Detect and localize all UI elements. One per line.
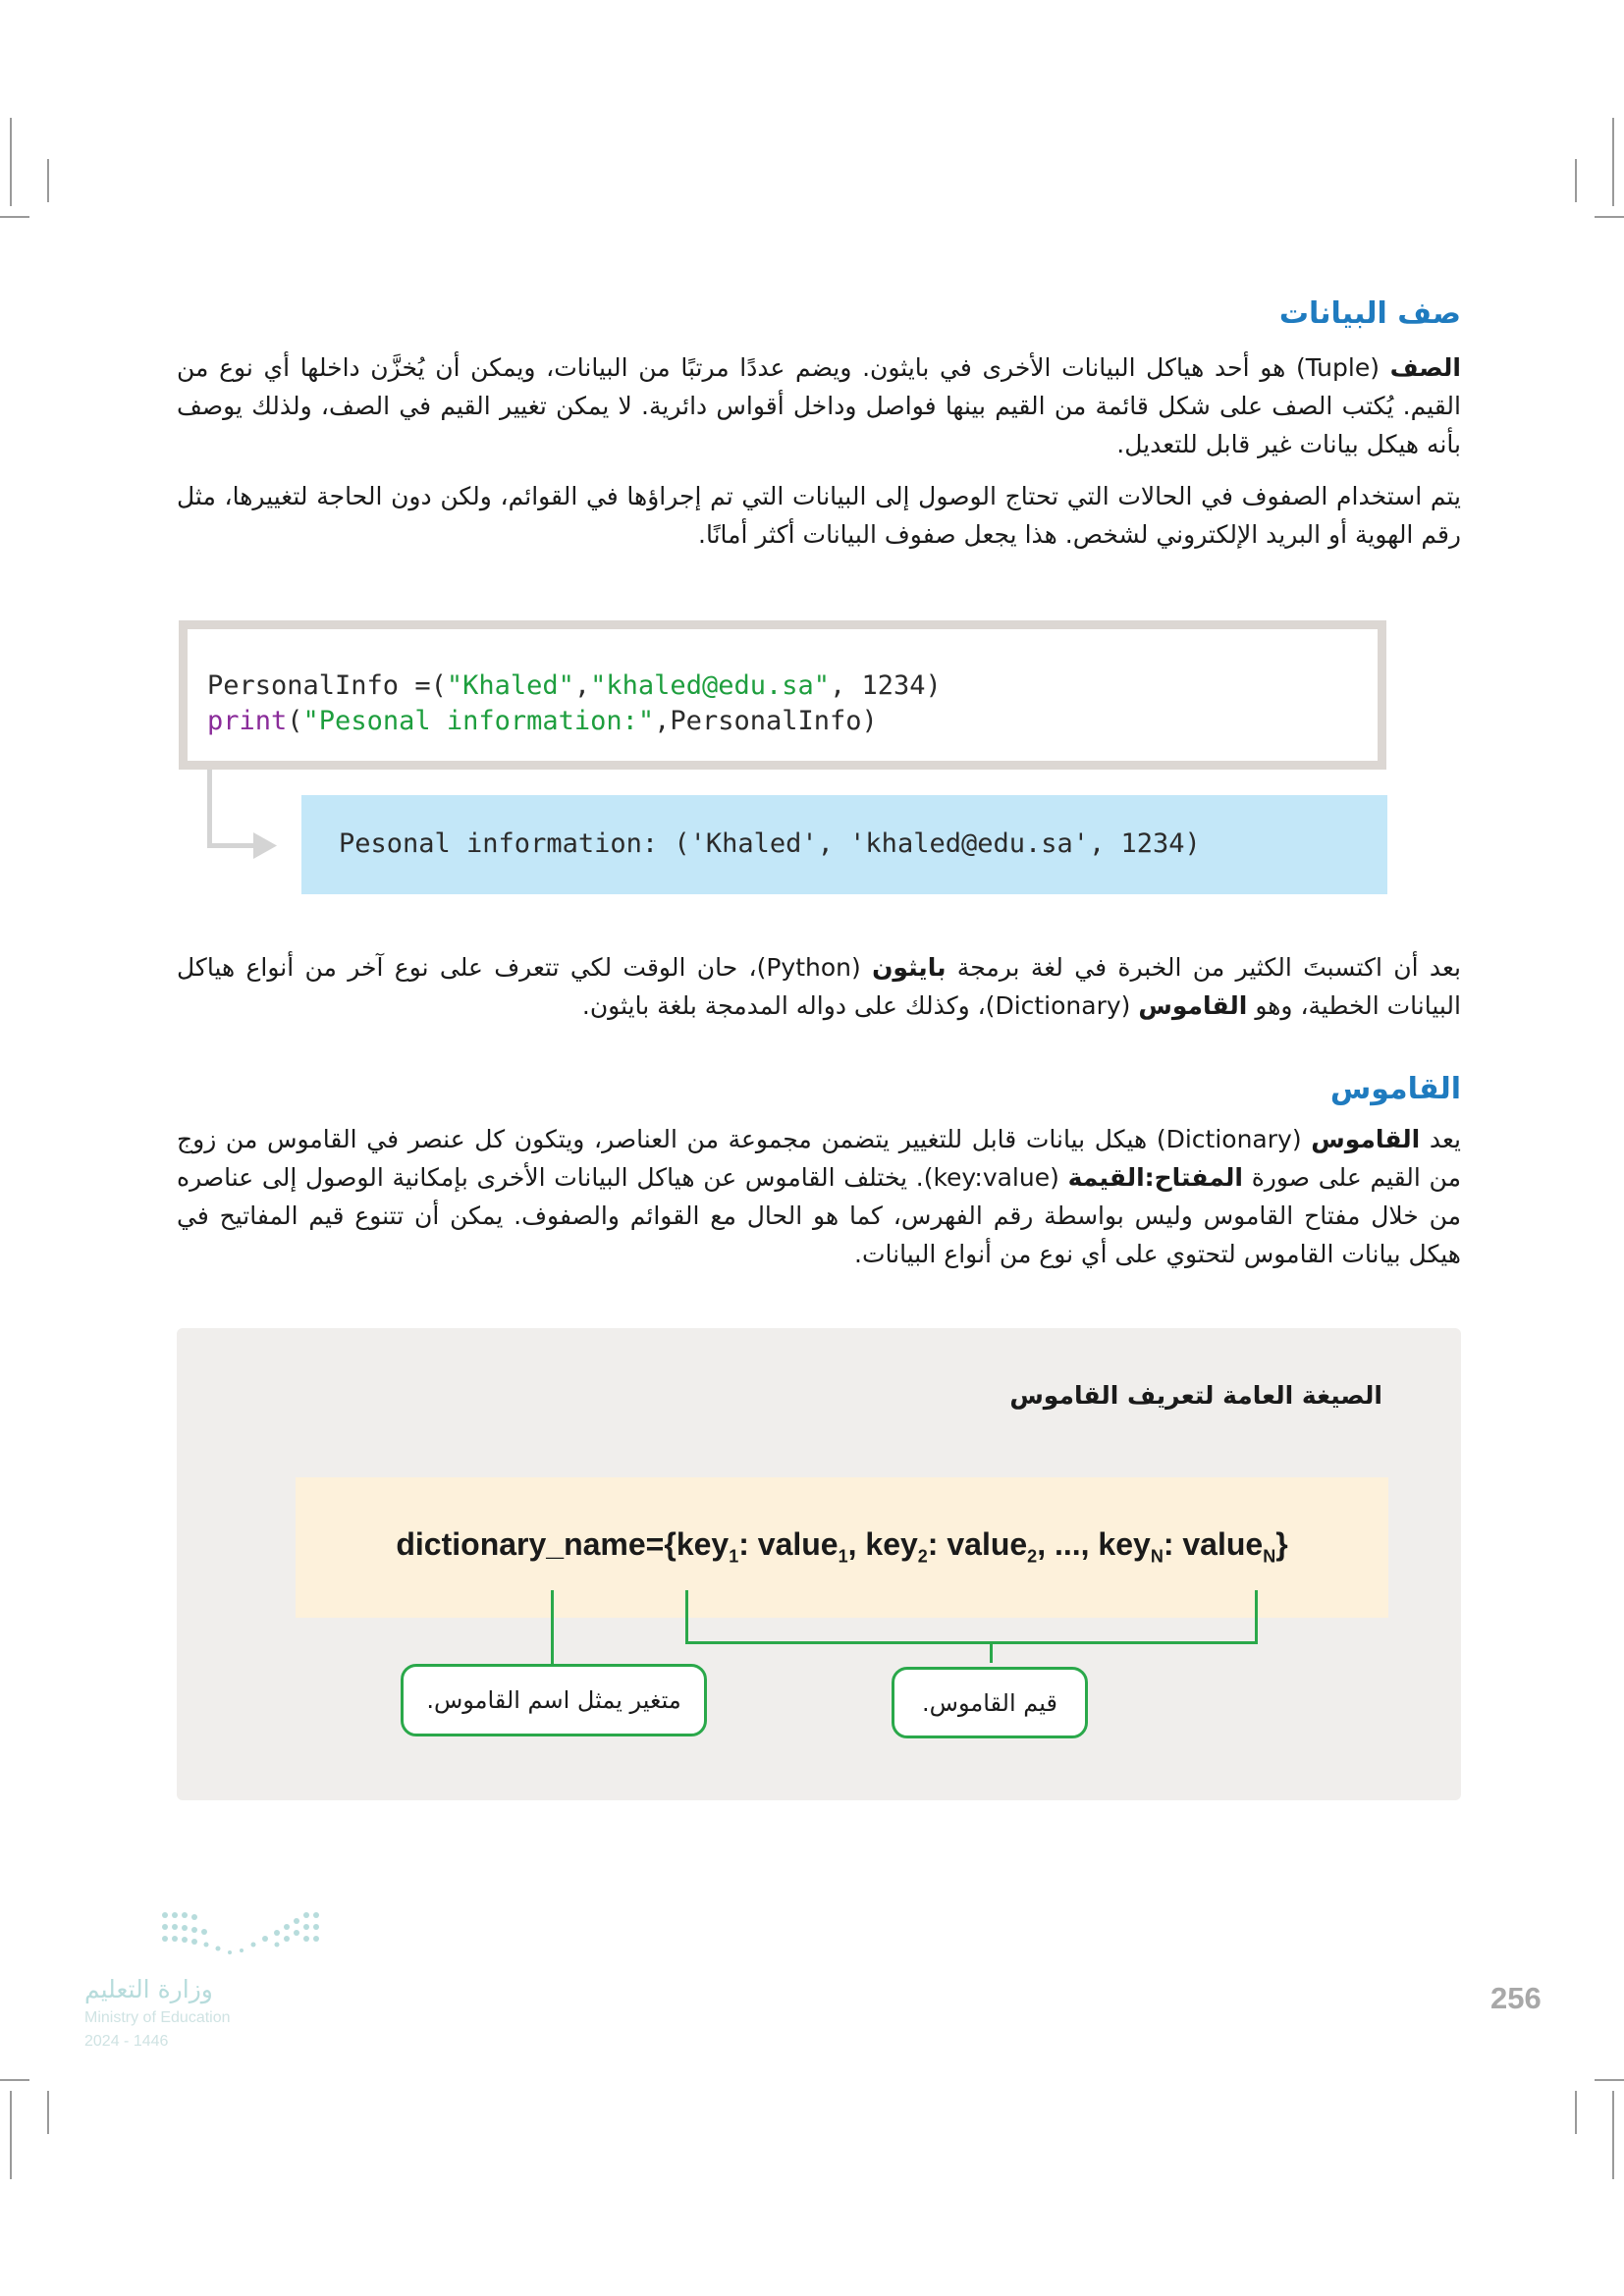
syntax-panel — [177, 1328, 1461, 1800]
page-number: 256 — [1490, 1981, 1542, 2015]
crop-mark — [1595, 2079, 1624, 2081]
values-connector — [1255, 1590, 1258, 1644]
name-label: متغير يمثل اسم القاموس. — [401, 1664, 707, 1736]
crop-mark — [10, 2091, 12, 2179]
ministry-logo-dots-icon — [161, 1909, 322, 1960]
crop-mark — [47, 159, 49, 202]
crop-mark — [47, 2091, 49, 2134]
values-connector — [685, 1641, 1258, 1644]
values-connector — [685, 1590, 688, 1644]
tuple-term: الصف — [1389, 353, 1462, 382]
values-connector — [990, 1641, 993, 1663]
crop-mark — [0, 216, 29, 218]
dictionary-heading: القاموس — [1329, 1072, 1461, 1106]
tuple-definition: (Tuple) هو أحد هياكل البيانات الأخرى في بايثون. ويضم عددًا مرتبًا من البيانات، ويمكن أن يُخزَّن داخلها أي نوع من القيم. يُكتب الصف على شكل قائمة من القيم بينها فواصل وداخل أقواس دائرية. لا يمكن تغيير القيم في الصف، ولذلك يوصف بأنه هيكل بيانات غير قابل للتعديل. — [177, 353, 1461, 458]
crop-mark — [1575, 159, 1577, 202]
syntax-title: الصيغة العامة لتعريف القاموس — [1009, 1381, 1382, 1410]
ministry-name-arabic: وزارة التعليم — [84, 1975, 213, 2003]
crop-mark — [1612, 118, 1614, 206]
ministry-year: 2024 - 1446 — [84, 2033, 169, 2050]
output-arrow — [207, 843, 258, 848]
tuple-heading: صف البيانات — [1278, 296, 1461, 331]
crop-mark — [1612, 2091, 1614, 2179]
output-text: Pesonal information: ('Khaled', 'khaled@edu.sa', 1234) — [339, 828, 1201, 859]
code-text: PersonalInfo =("Khaled","khaled@edu.sa", 1234) print("Pesonal information:",PersonalInfo) — [207, 670, 942, 736]
output-block — [301, 795, 1387, 894]
tuple-paragraph-2: يتم استخدام الصفوف في الحالات التي تحتاج الوصول إلى البيانات التي تم إجراؤها في القوائم، ولكن دون الحاجة لتغييرها، مثل رقم الهوية أو البريد الإلكتروني لشخص. هذا يجعل صفوف البيانات أكثر أمانًا. — [177, 482, 1461, 549]
ministry-name-english: Ministry of Education — [84, 2009, 231, 2026]
crop-mark — [1595, 216, 1624, 218]
name-connector — [551, 1590, 554, 1667]
dictionary-paragraph: يعد القاموس (Dictionary) هيكل بيانات قابل للتغيير يتضمن مجموعة من العناصر، ويتكون كل عنصر في القاموس من زوج من القيم على صورة المفتاح:القيمة (key:value). يختلف القاموس عن هياكل البيانات الأخرى بإمكانية الوصول إلى عناصره من خلال مفتاح القاموس وليس بواسطة رقم الفهرس، كما هو الحال مع القوائم والصفوف. يمكن أن تتنوع قيم المفاتيح في هيكل بيانات القاموس لتحتوي على أي نوع من أنواع البيانات. — [177, 1125, 1461, 1268]
tuple-paragraph-1 — [177, 348, 1461, 463]
crop-mark — [1575, 2091, 1577, 2134]
crop-mark — [0, 2079, 29, 2081]
code-block — [179, 620, 1386, 770]
crop-mark — [10, 118, 12, 206]
output-arrow — [207, 770, 212, 848]
values-label: قيم القاموس. — [892, 1667, 1088, 1738]
formula-box — [296, 1477, 1388, 1618]
arrow-head-icon — [253, 832, 277, 859]
intro-paragraph: بعد أن اكتسبتَ الكثير من الخبرة في لغة برمجة بايثون (Python)، حان الوقت لكي تتعرف على نوع آخر من أنواع هياكل البيانات الخطية، وهو القاموس (Dictionary)، وكذلك على دواله المدمجة بلغة بايثون. — [177, 953, 1462, 1020]
dictionary-formula: dictionary_name={key$_1$: value$_1$, key$_2$: value$_2$, ..., key$_N$: value$_N$} — [396, 1526, 1288, 1567]
